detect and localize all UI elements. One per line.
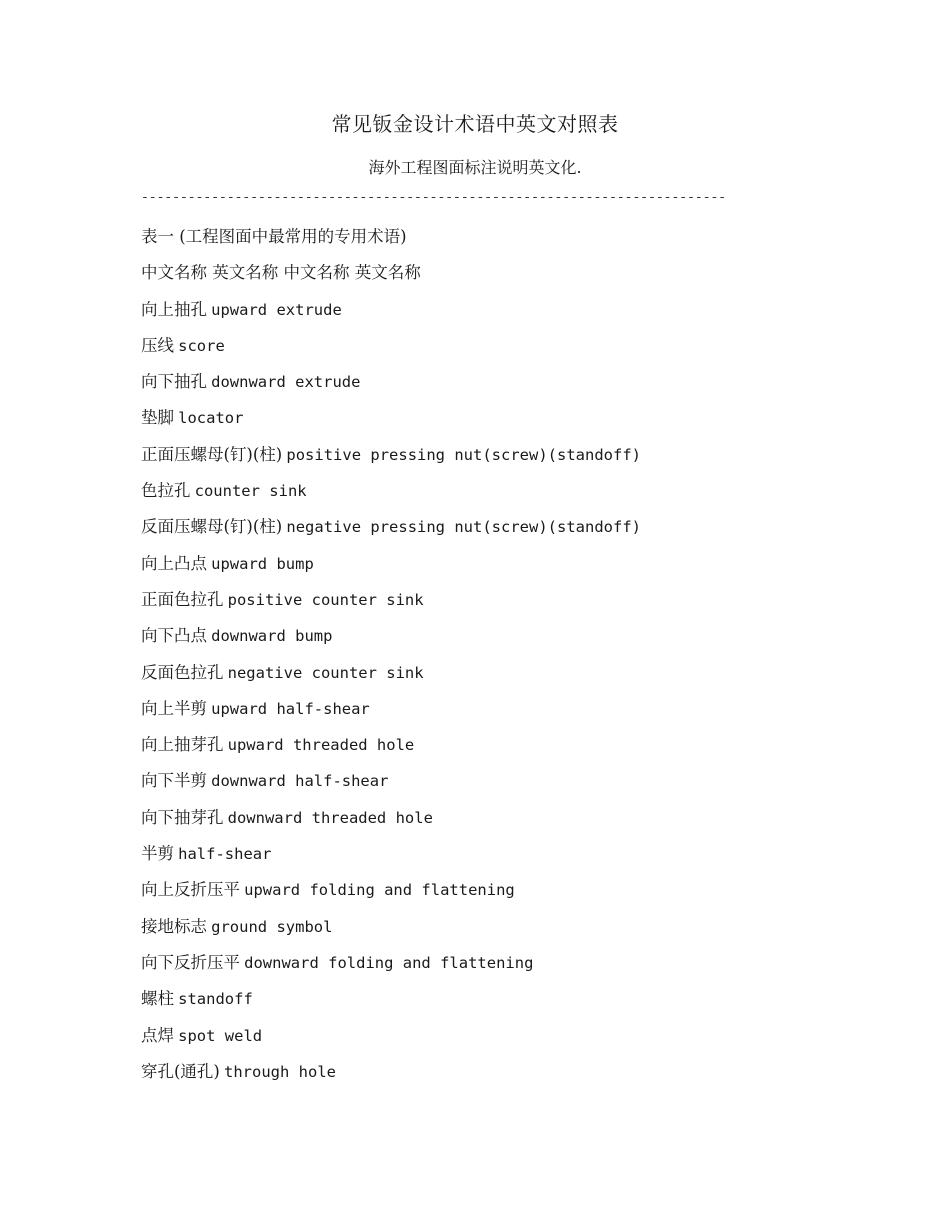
term-row	[141, 842, 641, 878]
term-english: spot weld	[178, 1026, 263, 1045]
term-row	[141, 334, 641, 370]
term-row	[141, 370, 641, 406]
term-chinese: 反面压螺母(钉)(柱)	[141, 517, 283, 537]
term-english: upward half-shear	[211, 699, 370, 718]
term-row	[141, 806, 641, 842]
term-row	[141, 769, 641, 805]
section-heading: 表一 (工程图面中最常用的专用术语)	[141, 227, 407, 246]
term-english: counter sink	[194, 482, 307, 501]
term-english: upward extrude	[211, 300, 342, 319]
term-row	[141, 406, 641, 442]
term-row	[141, 1060, 641, 1096]
term-row	[141, 915, 641, 951]
term-chinese: 向上抽孔	[141, 299, 207, 319]
term-english: upward bump	[211, 554, 314, 573]
term-english: upward threaded hole	[227, 736, 415, 755]
term-row	[141, 479, 641, 515]
term-chinese: 向下半剪	[141, 771, 207, 791]
document-title: 常见钣金设计术语中英文对照表	[331, 112, 619, 136]
term-chinese: 向下反折压平	[141, 952, 240, 972]
term-chinese: 向下抽孔	[141, 372, 207, 392]
term-english: through hole	[224, 1062, 336, 1081]
term-english: downward threaded hole	[227, 808, 433, 827]
term-row	[141, 515, 641, 551]
term-chinese: 垫脚	[141, 408, 174, 428]
term-row	[141, 588, 641, 624]
term-english: downward half-shear	[211, 772, 389, 791]
term-english: upward folding and flattening	[244, 881, 515, 900]
column-header: 中文名称 英文名称 中文名称 英文名称	[141, 263, 421, 283]
term-chinese: 向下抽芽孔	[141, 807, 224, 827]
term-chinese: 穿孔(通孔)	[141, 1061, 220, 1081]
term-list	[141, 225, 641, 1096]
term-chinese: 向上凸点	[141, 553, 207, 573]
term-english: negative counter sink	[227, 663, 424, 682]
term-row	[141, 624, 641, 660]
term-row	[141, 733, 641, 769]
term-row	[141, 951, 641, 987]
term-row	[141, 443, 641, 479]
term-english: positive counter sink	[227, 590, 424, 609]
term-chinese: 正面色拉孔	[141, 589, 224, 609]
term-chinese: 向上半剪	[141, 698, 207, 718]
term-chinese: 向上反折压平	[141, 880, 240, 900]
term-chinese: 反面色拉孔	[141, 662, 224, 682]
term-chinese: 向上抽芽孔	[141, 735, 224, 755]
term-chinese: 向下凸点	[141, 626, 207, 646]
term-english: ground symbol	[211, 917, 333, 936]
term-row	[141, 878, 641, 914]
term-english: downward bump	[211, 627, 333, 646]
term-chinese: 半剪	[141, 844, 174, 864]
term-row	[141, 552, 641, 588]
term-english: score	[178, 336, 225, 355]
term-english: negative pressing nut(screw)(standoff)	[286, 518, 641, 537]
term-chinese: 压线	[141, 335, 174, 355]
term-row	[141, 661, 641, 697]
term-english: downward extrude	[211, 373, 361, 392]
term-chinese: 正面压螺母(钉)(柱)	[141, 444, 283, 464]
term-english: standoff	[178, 990, 253, 1009]
term-row	[141, 987, 641, 1023]
term-row	[141, 1024, 641, 1060]
dashed-divider: ---------------------------------------------------------------------------	[141, 190, 727, 205]
term-english: locator	[178, 409, 244, 428]
term-row	[141, 697, 641, 733]
term-chinese: 螺柱	[141, 989, 174, 1009]
term-english: half-shear	[178, 845, 272, 864]
term-chinese: 点焊	[141, 1025, 174, 1045]
term-english: downward folding and flattening	[244, 953, 534, 972]
term-chinese: 色拉孔	[141, 481, 191, 501]
document-subtitle: 海外工程图面标注说明英文化.	[368, 158, 582, 177]
term-row	[141, 298, 641, 334]
term-chinese: 接地标志	[141, 916, 207, 936]
term-english: positive pressing nut(screw)(standoff)	[286, 445, 641, 464]
